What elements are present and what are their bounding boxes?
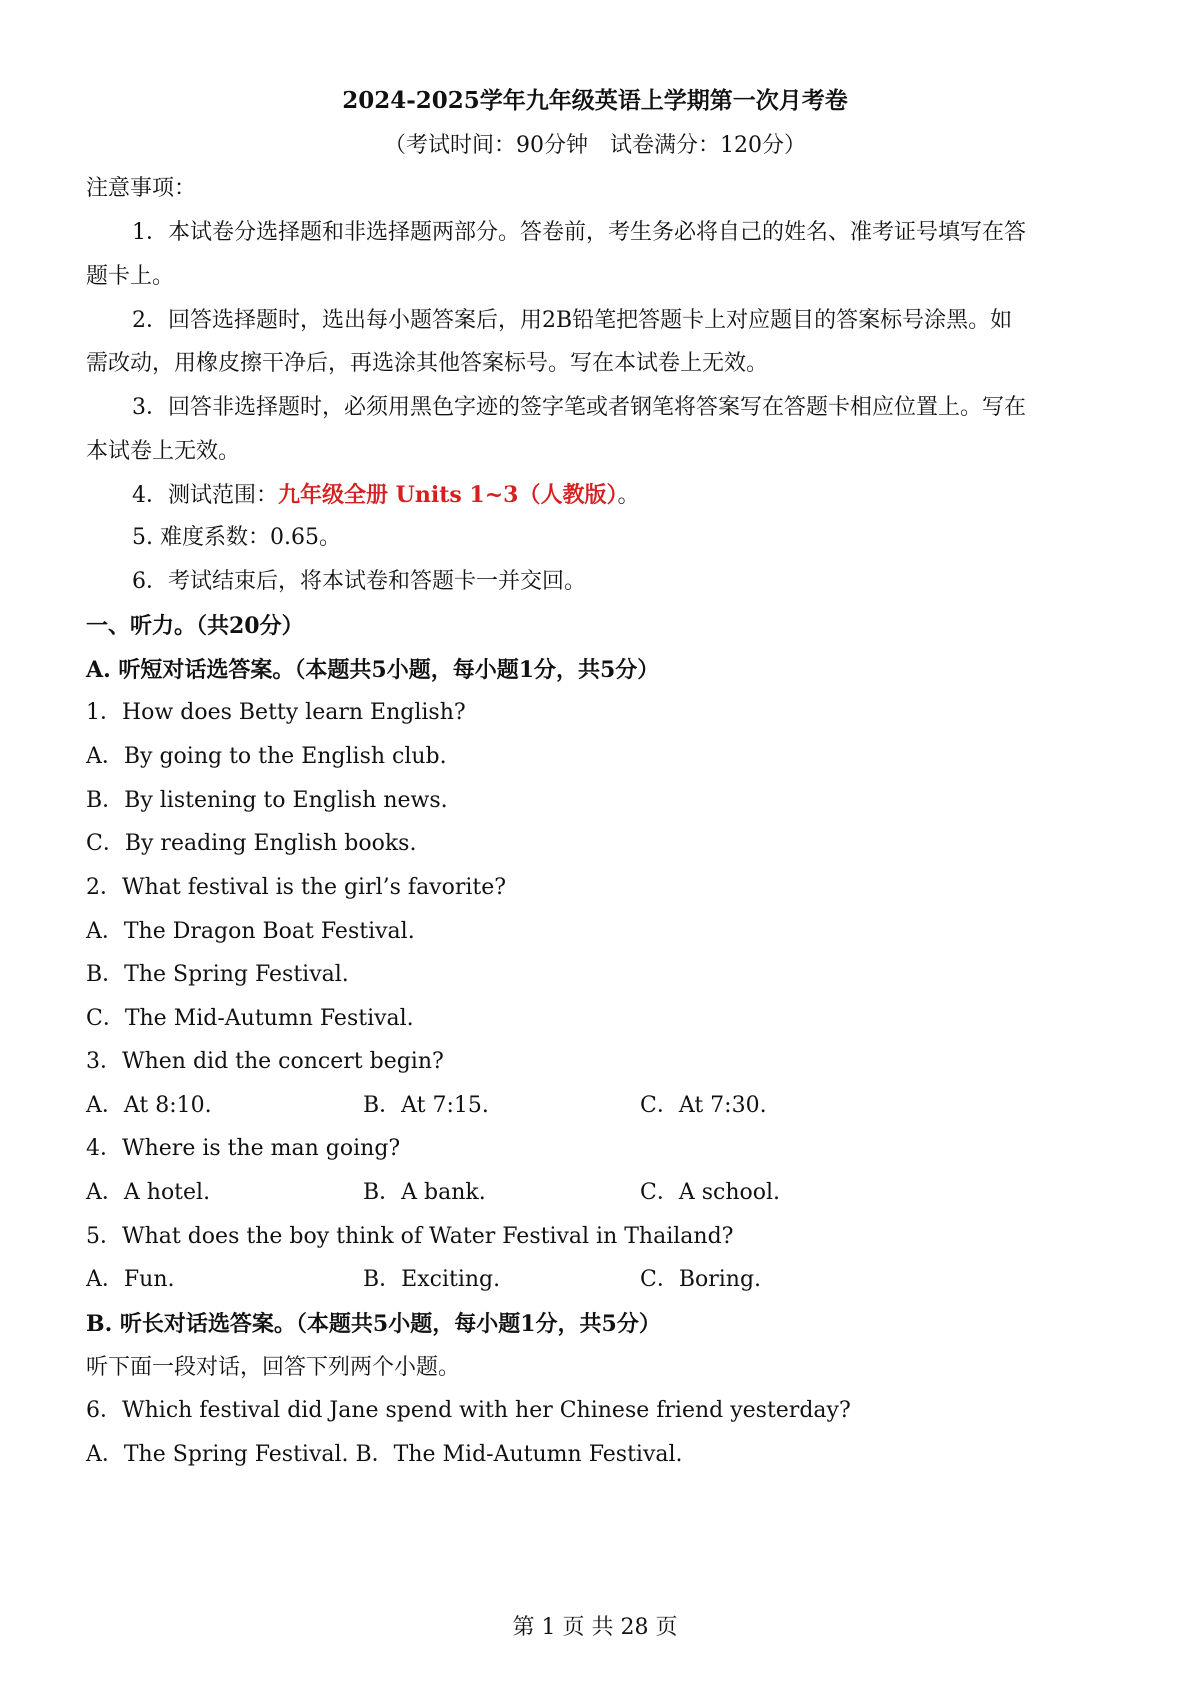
part-b-heading: B. 听长对话选答案。（本题共5小题，每小题1分，共5分） [86,1311,661,1337]
question-5-option-b: B．Exciting. [363,1267,501,1292]
question-1-option-a: A．By going to the English club. [86,744,447,769]
question-6-options: A．The Spring Festival. B．The Mid-Autumn Festival. [86,1442,683,1467]
notice-heading: 注意事项： [86,176,197,201]
notice-item-4-prefix: 4．测试范围： [132,483,278,508]
question-1-option-c: C．By reading English books. [86,831,417,856]
question-5-option-c: C．Boring. [640,1267,762,1292]
question-1: 1．How does Betty learn English? [86,700,466,725]
question-3-option-c: C．At 7:30. [640,1093,767,1118]
question-4-option-c: C．A school. [640,1180,781,1205]
question-5: 5．What does the boy think of Water Festival in Thailand? [86,1224,734,1249]
notice-item-1-line-1: 1．本试卷分选择题和非选择题两部分。答卷前，考生务必将自己的姓名、准考证号填写在答 [132,220,1027,245]
question-2-option-a: A．The Dragon Boat Festival. [86,919,415,944]
notice-item-4 [132,480,1104,511]
question-3-options [86,1091,1104,1121]
notice-item-6: 6．考试结束后，将本试卷和答题卡一并交回。 [132,569,586,594]
question-4: 4．Where is the man going? [86,1136,401,1161]
exam-subtitle: （考试时间：90分钟 试卷满分：120分） [384,133,806,158]
question-4-options [86,1178,1104,1208]
notice-item-3-line-1: 3．回答非选择题时，必须用黑色字迹的签字笔或者钢笔将答案写在答题卡相应位置上。写在 [132,395,1027,420]
notice-item-4-suffix: 。 [617,483,640,508]
page-number: 第 1 页 共 28 页 [512,1615,678,1640]
question-1-option-b: B．By listening to English news. [86,788,448,813]
part-a-heading: A. 听短对话选答案。（本题共5小题，每小题1分，共5分） [86,657,660,683]
test-range: 九年级全册 Units 1~3（人教版） [278,482,618,508]
question-5-options [86,1265,1104,1295]
question-2-option-c: C．The Mid-Autumn Festival. [86,1006,414,1031]
question-3: 3．When did the concert begin? [86,1049,444,1074]
exam-title: 2024-2025学年九年级英语上学期第一次月考卷 [342,87,848,114]
notice-item-2-line-2: 需改动，用橡皮擦干净后，再选涂其他答案标号。写在本试卷上无效。 [86,351,769,376]
section-listening-heading: 一、听力。（共20分） [86,613,304,639]
part-b-intro: 听下面一段对话，回答下列两个小题。 [86,1355,461,1380]
notice-item-1-line-2: 题卡上。 [86,264,175,289]
question-3-option-a: A．At 8:10. [86,1093,212,1118]
question-2: 2．What festival is the girl’s favorite? [86,875,507,900]
notice-item-3-line-2: 本试卷上无效。 [86,439,241,464]
question-4-option-a: A．A hotel. [86,1180,211,1205]
notice-item-5: 5. 难度系数：0.65。 [132,525,341,550]
question-2-option-b: B．The Spring Festival. [86,962,349,987]
question-4-option-b: B．A bank. [363,1180,486,1205]
question-6: 6．Which festival did Jane spend with her Chinese friend yesterday? [86,1398,851,1423]
question-3-option-b: B．At 7:15. [363,1093,489,1118]
notice-item-2-line-1: 2．回答选择题时，选出每小题答案后，用2B铅笔把答题卡上对应题目的答案标号涂黑。如 [132,308,1013,333]
question-5-option-a: A．Fun. [86,1267,175,1292]
